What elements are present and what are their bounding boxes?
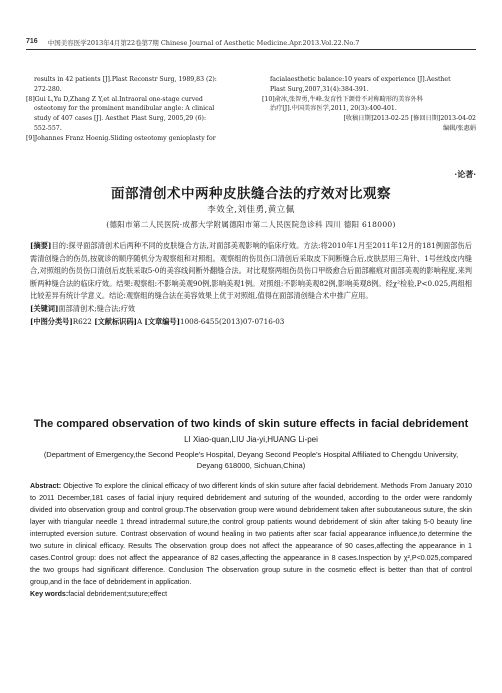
reference-line: 治疗[J].中国美容医学,2011, 20(3):400-401. (270, 105, 397, 113)
page-number: 716 (26, 38, 38, 45)
clc-value: R622 (72, 316, 92, 326)
en-abstract-text: Objective To explore the clinical efficacy of two different kinds of skin suture after facial debridement. Methods From January 2010 to 2011 December,181 cases of facial injury required debridement and suturing of the wounded, according to the order were randomly divided into observation group and control group.The observation group were wound debridement taken after subcutaneous suture, the skin layer with triangular needle 1 thread intradermal suture,the control group patients wound debridement of skin after taking 5-0 beauty line interrupted eversion suture. Contrast observation of wound healing in two patients after scar facial appearance influence,to determine the two suture in clinical efficacy. Results The observation group does not affect the appearance of 90 cases,affecting the appearance in 1 cases.Control group: does not affect the appearance of 82 cases,affecting the appearance in 8 cases.Inspection by χ²,P<0.025,compared the two groups had significant difference. Conclusion The observation group suture in the cosmetic effect is better than that of control group,and in the face of debridement in application. (30, 482, 472, 587)
article-affiliation: (德阳市第二人民医院·成都大学附属德阳市第二人民医院急诊科 四川 德阳 618000) (106, 220, 396, 229)
reference-line: facialaesthetic balance:10 years of experience [J].Aesthet (270, 76, 451, 83)
reference-line: [9]Johannes Franz Hoenig.Sliding osteotomy genioplasty for (26, 134, 216, 142)
cn-classification (30, 316, 472, 329)
chinese-abstract (30, 240, 472, 328)
en-abstract-label: Abstract: (30, 482, 62, 490)
article-authors: 李效全,刘佳勇,黄立佩 (207, 205, 295, 215)
en-keywords-text: facial debridement;suture;effect (68, 590, 168, 599)
english-affiliation: (Department of Emergency,the Second People's Hospital, Deyang Second People's Hospital Affiliated to Chengdu University, Deyang 618000, Sichuan,China) (43, 450, 459, 470)
references-right-column (262, 75, 476, 144)
english-title: The compared observation of two kinds of skin suture effects in facial debridement (33, 418, 469, 430)
reference-line: Plast Surg,2007,31(4):384-391. (270, 85, 369, 93)
en-abstract-paragraph (30, 480, 472, 588)
received-dates: [收稿日期]2013-02-25 [修回日期]2013-04-02 (343, 115, 476, 123)
cn-keywords (30, 303, 472, 316)
references-section (26, 75, 476, 144)
article-number-label: [文章编号] (144, 316, 180, 326)
section-label: ·论著· (454, 169, 476, 179)
reference-line: study of 407 cases [J]. Aesthet Plast Surg, 2005,29 (6): (34, 115, 207, 123)
cn-abstract-text: 目的:探寻面部清创术后两种不同的皮肤缝合方法,对面部美观影响的临床疗效。方法:将2010年1月至2011年12月的181例面部伤后需清创缝合的伤员,按就诊的顺序随机分为观察组和对照组。观察组的伤员伤口清创后采取皮下间断缝合后,皮肤层用三角针、1号丝线皮内缝合,对照组的伤员伤口清创后皮肤采取5-0的美容线间断外翻缝合法。对比观察两组伤员伤口甲级愈合后面部瘢痕对面部美观的影响程度,来判断两种缝合法的临床疗效。结果:观察组:不影响美观90例,影响美观1例。对照组:不影响美观82例,影响美观8例。经χ²检验,P<0.025,两组相比较差异有统计学意义。结论:观察组的缝合法在美容效果上优于对照组,值得在面部清创缝合术中推广应用。 (30, 241, 472, 301)
cn-abstract-paragraph (30, 240, 472, 303)
en-keywords-label: Key words: (30, 590, 69, 599)
doc-code-value: A (136, 316, 143, 326)
editor-name: 编辑/张惠娟 (442, 124, 476, 132)
article-number-value: 1008-6455(2013)07-0716-03 (180, 316, 285, 326)
english-abstract (30, 480, 472, 600)
reference-line: osteotomy for the prominent mandibular angle: A clinical (34, 105, 215, 113)
cn-keywords-text: 面部清创术;缝合法;疗效 (58, 303, 136, 313)
article-title: 面部清创术中两种皮肤缝合法的疗效对比观察 (111, 186, 391, 202)
reference-line: results in 42 patients [J].Plast Reconstr Surg, 1989,83 (2): (34, 76, 217, 83)
clc-label: [中图分类号] (30, 316, 73, 326)
reference-line: 552-557. (34, 124, 62, 132)
references-left-column (26, 75, 240, 144)
reference-line: [10]俞冰,张智勇,牛峰.发育性下颌骨不对称畸形的美容外科 (262, 95, 423, 103)
en-keywords (30, 588, 472, 600)
reference-line: 272-280. (34, 85, 62, 93)
doc-code-label: [文献标识码] (94, 316, 137, 326)
cn-keywords-label: [关键词] (30, 303, 59, 313)
journal-citation: 中国美容医学2013年4月第22卷第7期 Chinese Journal of Aesthetic Medicine.Apr.2013.Vol.22.No.7 (47, 39, 360, 47)
reference-line: [8]Gui L,Yu D,Zhang Z Y,et al.Intraoral one-stage curved (26, 95, 203, 103)
running-header (26, 38, 476, 50)
cn-abstract-label: [摘要] (30, 241, 52, 250)
english-authors: LI Xiao-quan,LIU Jia-yi,HUANG Li-pei (184, 435, 318, 444)
